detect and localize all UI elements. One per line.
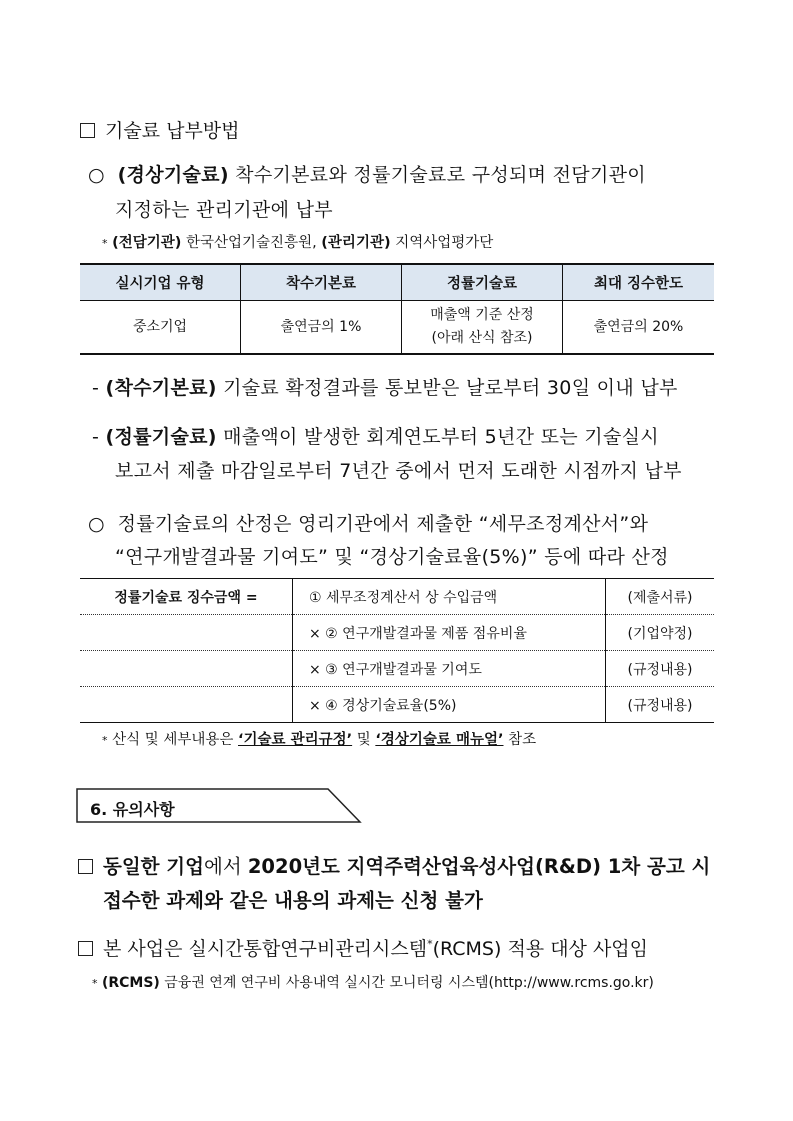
formula-table (80, 578, 714, 723)
formula-item: × ④ 경상기술료율(5%) (293, 687, 606, 723)
formula-source: (규정내용) (606, 687, 715, 723)
dash-basic-fee: - (착수기본료) 기술료 확정결과를 통보받은 날로부터 30일 이내 납부 (92, 377, 678, 399)
bullet-royalty-line2: 지정하는 관리기관에 납부 (115, 199, 333, 221)
circle-bullet-icon: ○ (88, 513, 105, 535)
section-6-title: 6. 유의사항 (90, 800, 175, 819)
checkbox-square-icon (78, 859, 93, 874)
note-references: * 산식 및 세부내용은 ‘기술료 관리규정’ 및 ‘경상기술료 매뉴얼’ 참조 (102, 732, 537, 748)
note-rcms: * (RCMS) 금융권 연계 연구비 사용내역 실시간 모니터링 시스템(http://www.rcms.go.kr) (92, 975, 654, 991)
section-heading-fee: 기술료 납부방법 (80, 116, 240, 143)
notice-item-1-line2: 접수한 과제와 같은 내용의 과제는 신청 불가 (103, 889, 483, 912)
note-agencies: * (전담기관) 한국산업기술진흥원, (관리기관) 지역사업평가단 (102, 235, 494, 251)
table-row (80, 651, 714, 687)
asterisk-icon: * (92, 977, 98, 990)
table-row (80, 615, 714, 651)
bullet-rate-calc: ○ 정률기술료의 산정은 영리기관에서 제출한 “세무조정계산서”와 (88, 513, 649, 535)
table-row (80, 687, 714, 723)
notice-item-1: 동일한 기업에서 2020년도 지역주력산업육성사업(R&D) 1차 공고 시 (78, 851, 710, 879)
formula-source: (규정내용) (606, 651, 715, 687)
bullet-rate-calc-line2: “연구개발결과물 기여도” 및 “경상기술료율(5%)” 등에 따라 산정 (115, 546, 669, 568)
formula-label: 정률기술료 징수금액 = (80, 579, 293, 615)
table-row (80, 579, 714, 615)
cell-basic-fee: 출연금의 1% (241, 301, 402, 355)
dash-rate-fee: - (정률기술료) 매출액이 발생한 회계연도부터 5년간 또는 기술실시 (92, 426, 659, 448)
bullet-royalty: ○ (경상기술료) 착수기본료와 정률기술료로 구성되며 전담기관이 (88, 164, 646, 186)
table-row (80, 301, 714, 355)
fee-table (80, 263, 714, 355)
header-company-type: 실시기업 유형 (80, 264, 241, 301)
fee-table-header (80, 264, 714, 301)
dash-rate-fee-line2: 보고서 제출 마감일로부터 7년간 중에서 먼저 도래한 시점까지 납부 (115, 460, 682, 482)
header-max-limit: 최대 징수한도 (563, 264, 715, 301)
formula-item: ① 세무조정계산서 상 수입금액 (293, 579, 606, 615)
checkbox-square-icon (78, 941, 93, 956)
notice-item-2: 본 사업은 실시간통합연구비관리시스템*(RCMS) 적용 대상 사업임 (78, 934, 648, 961)
formula-source: (기업약정) (606, 615, 715, 651)
asterisk-icon: * (102, 237, 108, 250)
formula-item: × ③ 연구개발결과물 기여도 (293, 651, 606, 687)
cell-rate-fee: 매출액 기준 산정 (아래 산식 참조) (402, 301, 563, 355)
cell-company-type: 중소기업 (80, 301, 241, 355)
header-rate-fee: 정률기술료 (402, 264, 563, 301)
link-royalty-manual: ‘경상기술료 매뉴얼’ (375, 732, 504, 748)
link-royalty-regulation: ‘기술료 관리규정’ (238, 732, 353, 748)
header-basic-fee: 착수기본료 (241, 264, 402, 301)
formula-item: × ② 연구개발결과물 제품 점유비율 (293, 615, 606, 651)
cell-max-limit: 출연금의 20% (563, 301, 715, 355)
formula-source: (제출서류) (606, 579, 715, 615)
asterisk-icon: * (102, 734, 108, 747)
checkbox-square-icon (80, 123, 95, 138)
circle-bullet-icon: ○ (88, 164, 105, 186)
